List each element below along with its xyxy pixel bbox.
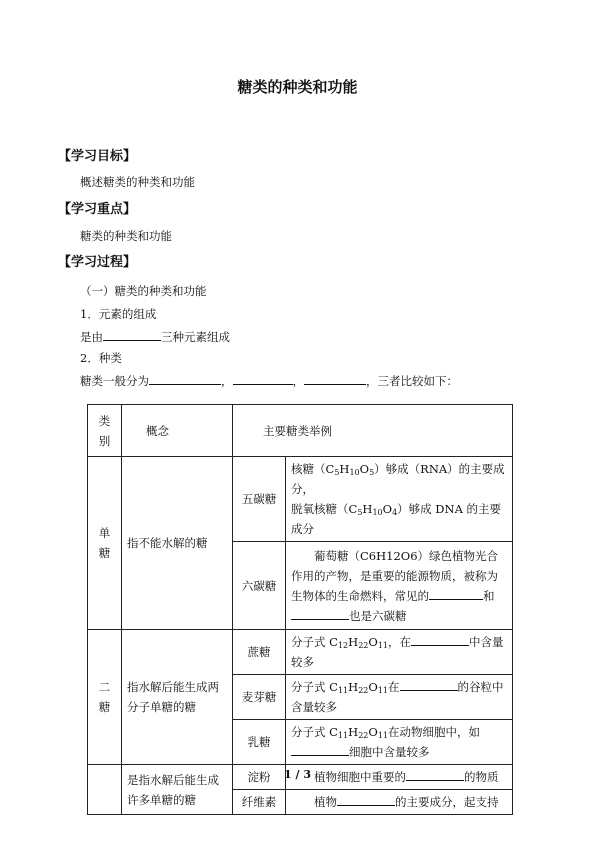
line1-suffix: 三种元素组成 <box>161 330 230 344</box>
process-header: 【学习过程】 <box>58 255 137 270</box>
starch-description: 植物细胞中重要的 的物质 <box>286 765 513 790</box>
maltose-description: 分子式 $C_{11}H_{22}O_{11}$在 的谷粒中含量较多 <box>286 675 513 720</box>
types-line <box>80 372 458 389</box>
mono-concept: 指不能水解的糖 <box>122 457 233 630</box>
goal-text: 概述糖类的种类和功能 <box>80 175 195 189</box>
goal-header: 【学习目标】 <box>58 149 137 164</box>
header-concept: 概念 <box>122 405 233 457</box>
maltose-label: 麦芽糖 <box>233 675 286 720</box>
pentose-description: 核糖$(C_5H_{10}O_5)$够成（RNA）的主要成 分， 脱氧核糖$(C_5H_{10}O_4)$够成 DNA 的主要成分 <box>286 457 513 542</box>
hexose-description: 葡萄糖（C6H12O6）绿色植物光合作用的产物，是重要的能源物质，被称为生物体的生命燃料，常见的 和 也是六碳糖 <box>286 542 513 630</box>
sucrose-description: 分子式 $C_{12}H_{22}O_{11}$，在 中含量较多 <box>286 630 513 675</box>
table-row <box>88 457 513 542</box>
starch-label: 淀粉 <box>233 765 286 790</box>
comma-1: ， <box>221 374 233 388</box>
page-number: 1 / 3 <box>284 768 311 781</box>
pentose-label: 五碳糖 <box>233 457 286 542</box>
type-blank-3[interactable] <box>304 372 366 385</box>
cellulose-blank[interactable] <box>337 793 395 806</box>
line2-prefix: 糖类一般分为 <box>80 374 149 388</box>
header-examples: 主要糖类举例 <box>233 405 513 457</box>
focus-text: 糖类的种类和功能 <box>80 229 172 243</box>
table-header-row <box>88 405 513 457</box>
lactose-blank[interactable] <box>291 743 349 756</box>
sucrose-label: 蔗糖 <box>233 630 286 675</box>
item-element-composition: 1．元素的组成 <box>80 307 157 321</box>
type-blank-1[interactable] <box>149 372 221 385</box>
focus-header: 【学习重点】 <box>58 202 137 217</box>
elements-blank[interactable] <box>103 328 161 341</box>
lactose-description: 分子式 $C_{11}H_{22}O_{11}$在动物细胞中，如 细胞中含量较多 <box>286 720 513 765</box>
di-category: 二糖 <box>88 630 122 765</box>
header-category: 类别 <box>88 405 122 457</box>
lactose-label: 乳糖 <box>233 720 286 765</box>
subsection-title: （一）糖类的种类和功能 <box>80 284 207 298</box>
hexose-blank-1[interactable] <box>429 587 483 600</box>
page-title: 糖类的种类和功能 <box>237 78 358 96</box>
cellulose-description: 植物 的主要成分，起支持 <box>286 790 513 815</box>
poly-concept: 是指水解后能生成许多单糖的糖 <box>122 765 233 815</box>
element-composition-line <box>80 328 230 345</box>
hexose-label: 六碳糖 <box>233 542 286 630</box>
line2-suffix: ，三者比较如下： <box>366 374 458 388</box>
comma-2: ， <box>292 374 304 388</box>
type-blank-2[interactable] <box>233 372 293 385</box>
di-concept: 指水解后能生成两分子单糖的糖 <box>122 630 233 765</box>
sucrose-blank[interactable] <box>411 633 469 646</box>
mono-category: 单糖 <box>88 457 122 630</box>
cellulose-label: 纤维素 <box>233 790 286 815</box>
table-row <box>88 630 513 675</box>
sugar-comparison-table <box>87 404 513 815</box>
line1-prefix: 是由 <box>80 330 103 344</box>
maltose-blank[interactable] <box>400 678 458 691</box>
item-types: 2．种类 <box>80 351 122 365</box>
hexose-blank-2[interactable] <box>291 607 349 620</box>
